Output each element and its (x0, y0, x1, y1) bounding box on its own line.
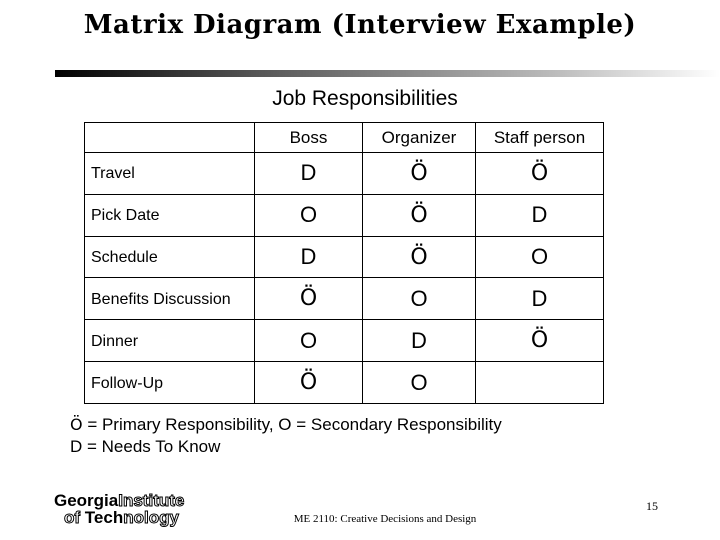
logo-text: nology (123, 508, 179, 527)
matrix-row (85, 153, 604, 195)
matrix-header-row (85, 123, 604, 153)
row-label: Benefits Discussion (85, 278, 255, 320)
matrix-cell: O (476, 236, 604, 278)
responsibility-matrix (84, 122, 604, 404)
legend-line-needs-to-know: D = Needs To Know (70, 437, 221, 456)
course-footer: ME 2110: Creative Decisions and Design (293, 513, 477, 525)
matrix-cell: O (255, 320, 363, 362)
matrix-row (85, 320, 604, 362)
matrix-corner-cell (85, 123, 255, 153)
title-underline (55, 70, 720, 77)
matrix-cell: D (255, 153, 363, 195)
column-header: Staff person (476, 123, 604, 153)
page-number: 15 (646, 499, 658, 513)
matrix-cell: Ö (255, 362, 363, 404)
logo-text: Institute (118, 491, 185, 510)
primary-responsibility-symbol: Ö (70, 415, 83, 434)
slide-subtitle: Job Responsibilities (272, 87, 458, 110)
logo-text: of (64, 508, 85, 527)
matrix-row (85, 236, 604, 278)
matrix-row (85, 278, 604, 320)
matrix-cell: Ö (255, 278, 363, 320)
legend (70, 414, 502, 458)
column-header: Boss (255, 123, 363, 153)
logo-text: Georgia (54, 491, 119, 510)
matrix-cell: Ö (476, 153, 604, 195)
legend-line-primary-secondary (70, 414, 502, 436)
row-label: Schedule (85, 236, 255, 278)
matrix-row (85, 362, 604, 404)
logo-text: Tech (84, 508, 124, 527)
matrix-cell: O (363, 278, 476, 320)
slide-title: Matrix Diagram (Interview Example) (83, 10, 637, 40)
matrix-cell: Ö (363, 236, 476, 278)
matrix-cell (476, 362, 604, 404)
matrix-cell: D (363, 320, 476, 362)
column-header: Organizer (363, 123, 476, 153)
matrix-row (85, 194, 604, 236)
legend-text: = Primary Responsibility, O = Secondary Responsibility (82, 415, 502, 434)
row-label: Travel (85, 153, 255, 195)
matrix-cell: D (476, 194, 604, 236)
matrix-cell: Ö (363, 153, 476, 195)
matrix-cell: O (255, 194, 363, 236)
matrix-cell: D (255, 236, 363, 278)
matrix-cell: Ö (476, 320, 604, 362)
row-label: Follow-Up (85, 362, 255, 404)
row-label: Dinner (85, 320, 255, 362)
row-label: Pick Date (85, 194, 255, 236)
matrix-cell: D (476, 278, 604, 320)
matrix-cell: Ö (363, 194, 476, 236)
matrix-cell: O (363, 362, 476, 404)
